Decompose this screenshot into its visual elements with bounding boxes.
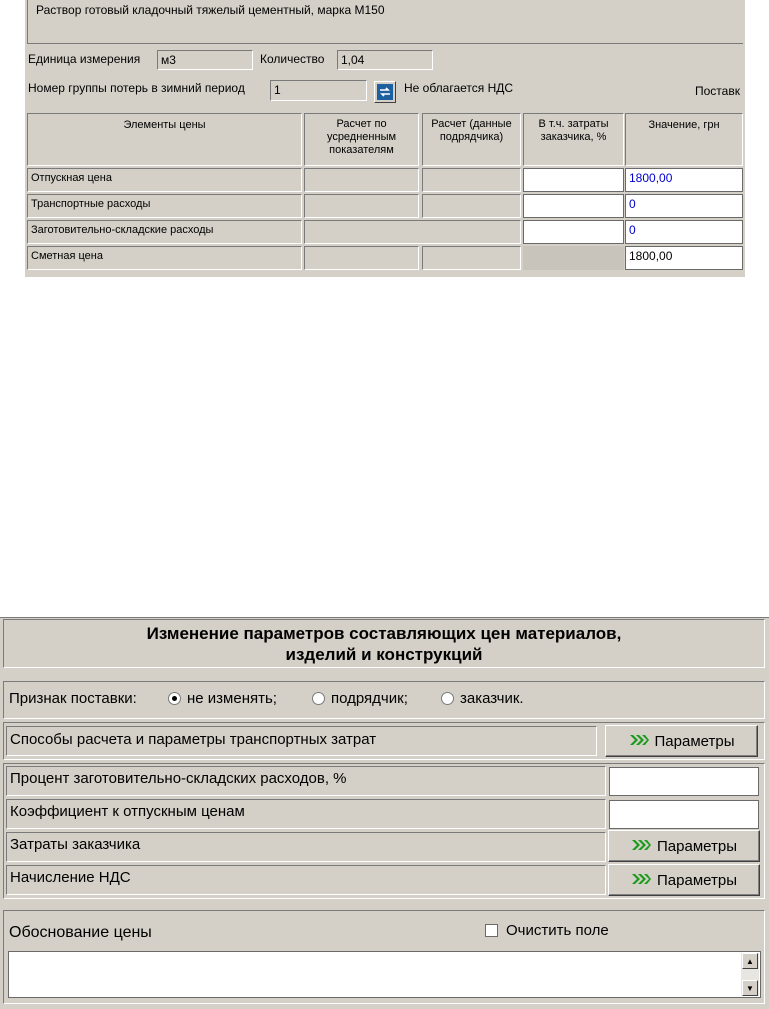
value-input[interactable] — [625, 168, 743, 192]
loss-group-label: Номер группы потерь в зимний период — [28, 81, 245, 95]
radio-dot — [441, 692, 454, 705]
header-averaged-text: Расчет по усредненным показателям — [326, 118, 397, 156]
header-elements-text: Элементы цены — [123, 119, 206, 131]
quantity-label: Количество — [260, 52, 325, 66]
customer-percent-input[interactable] — [523, 194, 624, 218]
row-averaged-cell — [304, 194, 419, 218]
vat-label-box — [6, 865, 606, 895]
customer-costs-params-button[interactable] — [608, 830, 760, 862]
header-elements — [27, 113, 302, 166]
checkbox-box — [485, 924, 498, 937]
radio-customer[interactable] — [441, 690, 524, 707]
row-averaged-cell — [304, 168, 419, 192]
value-text: 0 — [629, 197, 636, 211]
row-contractor-cell — [422, 194, 521, 218]
button-label: Параметры — [657, 837, 737, 855]
price-table — [25, 112, 745, 277]
refresh-icon — [377, 84, 393, 100]
row-label-cell — [27, 220, 302, 244]
customer-percent-input[interactable] — [523, 168, 624, 192]
double-arrow-icon — [629, 733, 649, 750]
row-averaged-cell — [304, 246, 419, 270]
page-title — [4, 620, 764, 665]
customer-costs-label-box — [6, 832, 606, 862]
unit-value: м3 — [161, 53, 176, 67]
value-text: 0 — [629, 223, 636, 237]
row-merged-cell — [304, 220, 521, 244]
radio-contractor[interactable] — [312, 690, 408, 707]
radio-no-change[interactable] — [168, 690, 277, 707]
button-label: Параметры — [654, 732, 735, 750]
textarea-scrollbar[interactable] — [741, 953, 759, 996]
transport-label: Способы расчета и параметры транспортных затрат — [10, 731, 377, 748]
radio-dot — [312, 692, 325, 705]
header-customer-text: В т.ч. затраты заказчика, % — [538, 118, 609, 143]
scroll-down-icon[interactable]: ▼ — [742, 980, 758, 996]
transport-params-button[interactable] — [605, 725, 758, 757]
estimate-value-field[interactable] — [625, 246, 743, 270]
double-arrow-icon — [631, 838, 651, 855]
supply-label-cut: Поставк — [695, 84, 740, 98]
row-contractor-cell — [422, 168, 521, 192]
loss-group-value: 1 — [274, 83, 281, 97]
vat-label: Начисление НДС — [10, 869, 131, 886]
coef-label-box — [6, 799, 606, 829]
header-customer — [523, 113, 624, 166]
header-contractor — [422, 113, 521, 166]
coef-input[interactable] — [609, 800, 759, 829]
radio-label: подрядчик; — [331, 690, 408, 707]
vat-params-button[interactable] — [608, 864, 760, 896]
unit-field[interactable] — [157, 50, 253, 70]
radio-label: не изменять; — [187, 690, 277, 707]
row-label-cell — [27, 246, 302, 270]
page-title-line1: Изменение параметров составляющих цен материалов, — [146, 624, 622, 643]
quantity-field[interactable] — [337, 50, 433, 70]
header-contractor-text: Расчет (данные подрядчика) — [431, 118, 512, 143]
warehouse-label-box — [6, 766, 606, 796]
button-label: Параметры — [657, 871, 737, 889]
header-value-text: Значение, грн — [648, 119, 720, 131]
vat-status: Не облагается НДС — [404, 81, 514, 95]
scroll-up-icon[interactable]: ▲ — [742, 953, 758, 969]
row-label: Заготовительно-складские расходы — [31, 224, 214, 236]
value-text: 1800,00 — [629, 249, 673, 263]
warehouse-label: Процент заготовительно-складских расходов, % — [10, 770, 347, 787]
header-value — [625, 113, 743, 166]
clear-field-checkbox[interactable] — [485, 922, 609, 939]
justification-textarea[interactable] — [8, 951, 761, 998]
row-label: Сметная цена — [31, 250, 103, 262]
row-contractor-cell — [422, 246, 521, 270]
value-input[interactable] — [625, 194, 743, 218]
checkbox-label: Очистить поле — [506, 922, 609, 939]
row-label: Транспортные расходы — [31, 198, 151, 210]
double-arrow-icon — [631, 872, 651, 889]
transport-label-box — [6, 726, 597, 756]
row-label-cell — [27, 168, 302, 192]
row-label-cell — [27, 194, 302, 218]
quantity-value: 1,04 — [341, 53, 365, 67]
value-text: 1800,00 — [629, 171, 673, 185]
warehouse-percent-input[interactable] — [609, 767, 759, 796]
customer-costs-label: Затраты заказчика — [10, 836, 141, 853]
loss-group-field[interactable] — [270, 80, 367, 101]
radio-dot-selected — [168, 692, 181, 705]
material-name-box — [27, 0, 743, 44]
radio-label: заказчик. — [460, 690, 524, 707]
header-averaged — [304, 113, 419, 166]
row-label: Отпускная цена — [31, 172, 112, 184]
material-name: Раствор готовый кладочный тяжелый цементный, марка М150 — [36, 3, 385, 17]
title-box — [3, 619, 765, 668]
page-title-line2: изделий и конструкций — [285, 645, 483, 664]
justification-label: Обоснование цены — [9, 924, 152, 941]
value-input[interactable] — [625, 220, 743, 244]
refresh-button[interactable] — [374, 81, 396, 103]
row-customer-cell — [523, 246, 624, 270]
customer-percent-input[interactable] — [523, 220, 624, 244]
coef-label: Коэффициент к отпускным ценам — [10, 803, 245, 820]
unit-label: Единица измерения — [28, 52, 141, 66]
supply-label: Признак поставки: — [9, 690, 137, 707]
